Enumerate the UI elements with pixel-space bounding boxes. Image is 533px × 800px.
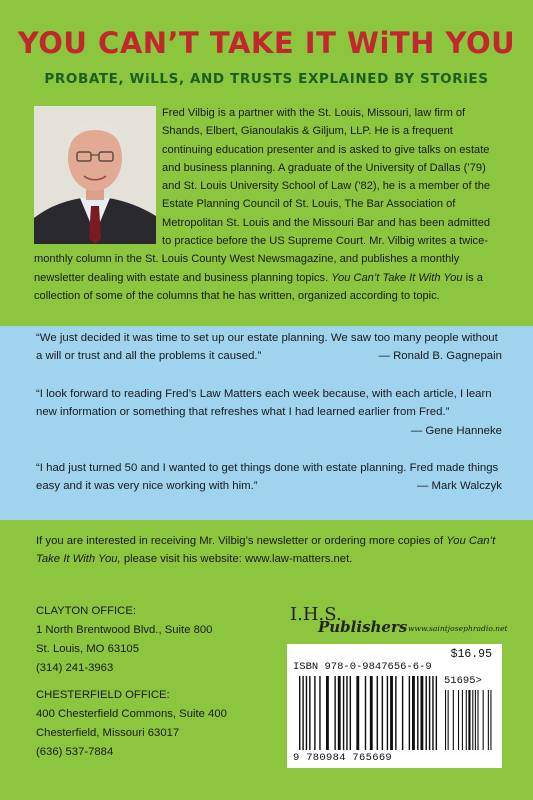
barcode-bar	[468, 690, 470, 750]
barcode-bar	[326, 676, 329, 750]
barcode-bar	[420, 676, 423, 750]
testimonial-author: — Gene Hanneke	[410, 424, 502, 437]
barcode-bar	[382, 676, 383, 750]
barcode-bar	[436, 676, 437, 750]
newsletter-info: If you are interested in receiving Mr. Vilbig’s newsletter or ordering more copies of You Can’t Take It With You, please visit his website: www.law-matters.net.	[36, 535, 496, 565]
barcode-bars-icon	[287, 644, 502, 768]
office-heading: CLAYTON OFFICE:	[36, 605, 137, 617]
barcode-bar	[417, 676, 418, 750]
barcode-bar	[395, 676, 396, 750]
barcode-bar	[319, 676, 320, 750]
barcode-bar	[458, 690, 459, 750]
barcode-bar	[370, 676, 373, 750]
publisher-name: Publishers	[318, 618, 408, 636]
chesterfield-office-address	[36, 686, 227, 762]
barcode-bar	[466, 690, 467, 750]
author-bio: Fred Vilbig is a partner with the St. Louis, Missouri, law firm of Shands, Elbert, Gianoulakis & Giljum, LLP. He is a frequent continuing education presenter and is asked to give talks on estate and business planning. A graduate of the University of Dallas (’79) and St. Louis University School of Law (’82), he is a member of the Estate Planning Council of St. Louis, The Bar Association of Metropolitan St. Louis and the Missouri Bar and has been admitted to practice before the US Supreme Court. Mr. Vilbig writes a twice-monthly column in the St. Louis County West Newsmagazine, and publishes a monthly newsletter dealing with estate and business planning topics. You Can’t Take It With You is a collection of some of the columns that he has written, organized according to topic.	[34, 107, 491, 302]
office-city: Chesterfield, Missouri 63017	[36, 727, 180, 739]
testimonial-author: — Mark Walczyk	[416, 480, 502, 493]
barcode-bar	[377, 676, 378, 750]
barcode-bar	[356, 676, 359, 750]
price: $16.95	[450, 648, 492, 661]
barcode-bar	[490, 690, 491, 750]
barcode-bar	[472, 690, 473, 750]
barcode-bar	[390, 676, 393, 750]
isbn-number: ISBN 978-0-9847656-6-9	[293, 661, 432, 673]
barcode-bar	[387, 676, 388, 750]
barcode-bar	[365, 676, 366, 750]
barcode-bar	[314, 676, 315, 750]
barcode-bar	[309, 676, 310, 750]
barcode-bar	[346, 676, 347, 750]
book-title: YOU CAN’T TAKE IT WiTH YOU	[17, 26, 516, 60]
testimonial: “I had just turned 50 and I wanted to get things done with estate planning. Fred made things easy and it was very nice working with him.” — Mark Walczyk	[36, 459, 502, 496]
barcode-bar	[488, 690, 489, 750]
barcode-bar	[475, 690, 476, 750]
testimonial: “I look forward to reading Fred’s Law Matters each week because, with each article, I learn new information or something that refreshes what I had learned earlier from Fred.” — Gene Hanneke	[36, 385, 502, 440]
barcode-bar	[477, 690, 478, 750]
info-book-title: You Can’t Take It With You,	[36, 535, 496, 565]
barcode-bar	[445, 690, 446, 750]
barcode-bar	[462, 690, 463, 750]
publisher-logo	[290, 604, 470, 640]
barcode-bar	[343, 676, 344, 750]
bio-book-title: You Can’t Take It With You	[331, 271, 463, 284]
testimonials-band	[0, 326, 533, 520]
barcode-bar	[334, 676, 335, 750]
ean-number: 9 780984 765669	[293, 752, 393, 764]
barcode-bar	[302, 676, 303, 750]
barcode-bar	[338, 676, 341, 750]
barcode-bar	[432, 676, 433, 750]
barcode-bar	[429, 676, 430, 750]
barcode-bar	[453, 690, 454, 750]
barcode-bar	[448, 690, 449, 750]
clayton-office-address	[36, 602, 212, 678]
isbn-barcode	[287, 644, 502, 768]
barcode-bar	[402, 676, 403, 750]
testimonial-author: — Ronald B. Gagnepain	[378, 350, 502, 363]
office-street: 400 Chesterfield Commons, Suite 400	[36, 708, 227, 720]
barcode-bar	[299, 676, 300, 750]
barcode-bar	[409, 676, 410, 750]
office-street: 1 North Brentwood Blvd., Suite 800	[36, 624, 213, 636]
price-addon-code: 51695>	[444, 675, 482, 687]
barcode-bar	[306, 676, 307, 750]
office-heading: CHESTERFIELD OFFICE:	[36, 689, 170, 701]
barcode-bar	[412, 676, 415, 750]
book-subtitle: PROBATE, WiLLS, AND TRUSTS EXPLAINED BY STORiES	[44, 71, 489, 87]
barcode-bar	[426, 676, 427, 750]
testimonial: “We just decided it was time to set up our estate planning. We saw too many people without a will or trust and all the problems it caused.” — Ronald B. Gagnepain	[36, 329, 502, 366]
office-city: St. Louis, MO 63105	[36, 643, 139, 655]
publisher-ihs: I.H.S.	[290, 604, 342, 625]
barcode-bar	[483, 690, 484, 750]
publisher-url: www.saintjosephradio.net	[408, 624, 508, 633]
office-phone: (636) 537-7884	[36, 746, 114, 758]
barcode-bar	[350, 676, 351, 750]
office-phone: (314) 241-3963	[36, 662, 114, 674]
